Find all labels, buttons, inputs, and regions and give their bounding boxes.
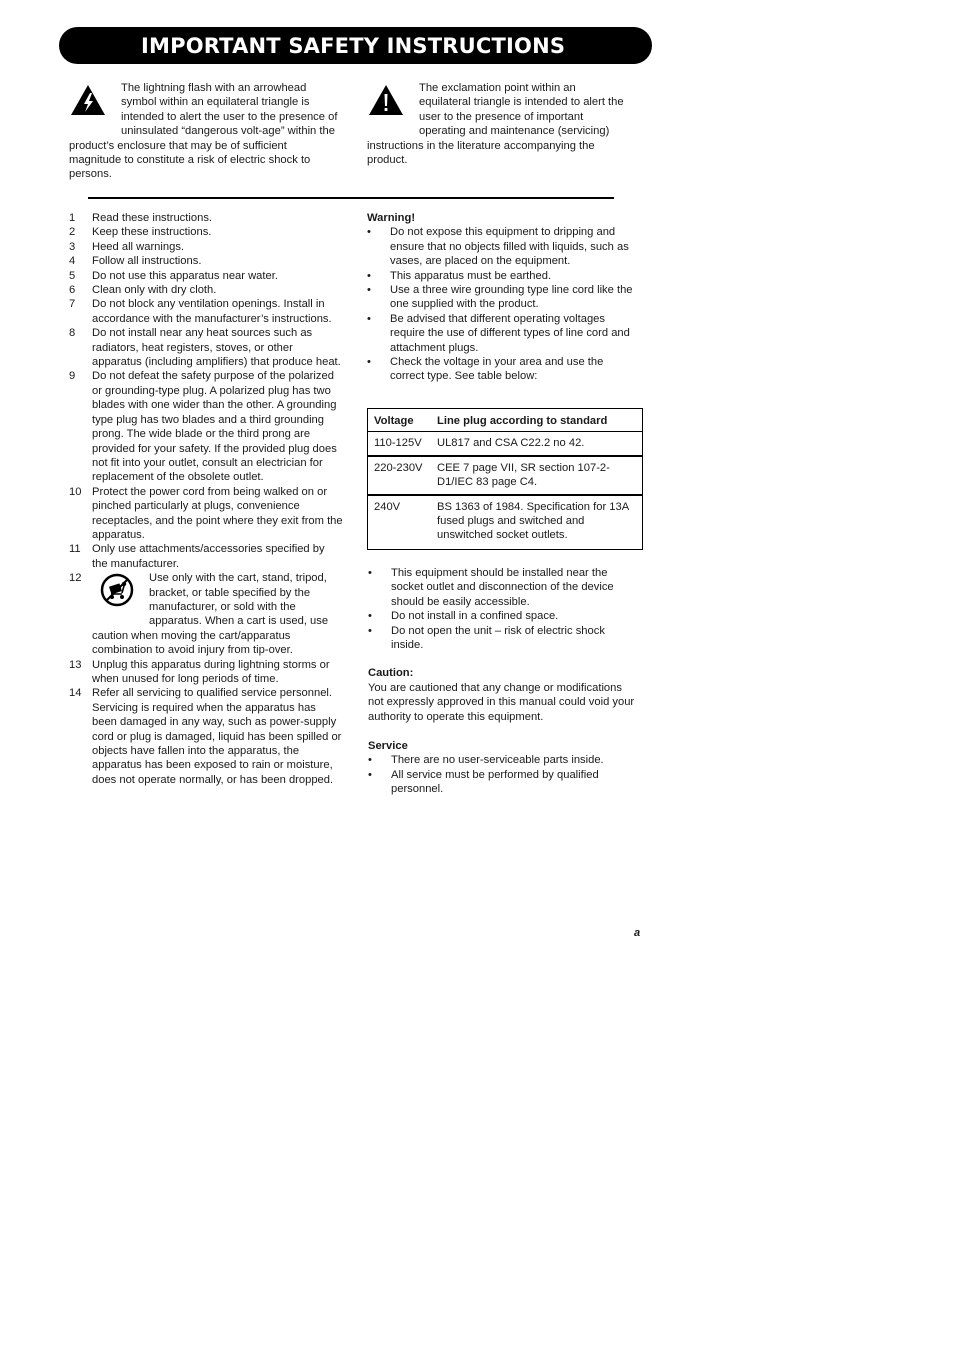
list-item xyxy=(368,768,640,797)
instructions-list xyxy=(69,211,343,787)
list-item xyxy=(69,269,343,283)
service-heading: Service xyxy=(368,740,408,753)
exclamation-warning-triangle-icon xyxy=(367,83,419,127)
cart-item-wrap xyxy=(92,571,343,657)
list-item xyxy=(69,658,343,687)
list-item xyxy=(69,225,343,239)
item-text: Use a three wire grounding type line cord like the one supplied with the product. xyxy=(390,284,633,311)
list-item xyxy=(69,211,343,225)
list-item xyxy=(367,355,639,384)
bullet: • xyxy=(368,624,372,637)
list-item xyxy=(368,753,640,767)
list-item xyxy=(69,542,343,571)
item-text: There are no user-serviceable parts inside. xyxy=(391,754,604,767)
item-text: Refer all servicing to qualified service personnel. Servicing is required when the apparatus has been damaged in any way, such as power-supply cord or plug is damaged, liquid has been spilled or objects have fallen into the apparatus, the apparatus has been exposed to rain or moisture, does not operate normally, or has been dropped. xyxy=(92,687,342,786)
list-item xyxy=(69,485,343,543)
section-divider xyxy=(88,197,614,199)
list-item xyxy=(69,240,343,254)
table-cell: 110-125V xyxy=(368,432,432,455)
table-header-voltage: Voltage xyxy=(368,409,432,432)
warning-section xyxy=(367,211,639,384)
bullet: • xyxy=(368,610,372,623)
list-item xyxy=(69,297,343,326)
item-text: Use only with the cart, stand, tripod, bracket, or table specified by the manufacturer, or sold with the apparatus. When a cart is used, use caution when moving the cart/apparatus combination to avoid injury from tip-over. xyxy=(92,572,329,657)
table-cell: UL817 and CSA C22.2 no 42. xyxy=(431,432,643,455)
list-item xyxy=(368,566,640,609)
bullet: • xyxy=(367,269,371,282)
spacer xyxy=(368,724,640,739)
install-notes-list xyxy=(368,566,640,652)
bullet: • xyxy=(368,567,372,579)
item-text: Keep these instructions. xyxy=(92,226,212,239)
bullet: • xyxy=(368,754,372,767)
item-text: All service must be performed by qualified personnel. xyxy=(391,768,599,796)
list-item xyxy=(367,225,639,268)
item-number: 9 xyxy=(69,370,76,383)
instructions-column xyxy=(69,211,343,787)
item-number: 8 xyxy=(69,327,76,340)
page-number: a xyxy=(634,927,641,939)
list-item xyxy=(69,254,343,268)
title-banner xyxy=(59,27,652,64)
item-text: Do not expose this equipment to dripping and ensure that no objects filled with liquids, such as vases, are placed on the equipment. xyxy=(390,226,629,268)
item-text: Read these instructions. xyxy=(92,212,213,224)
bullet: • xyxy=(367,284,371,297)
list-item xyxy=(367,269,639,283)
list-item xyxy=(69,283,343,297)
lightning-symbol-explanation xyxy=(69,81,342,182)
bullet: • xyxy=(368,768,372,781)
item-text: Only use attachments/accessories specified by the manufacturer. xyxy=(92,543,325,570)
item-number: 2 xyxy=(69,226,76,239)
list-item xyxy=(367,283,639,312)
item-number: 13 xyxy=(69,658,82,671)
caution-text: You are cautioned that any change or modifications not expressly approved in this manual could void your authority to operate this equipment. xyxy=(368,681,635,723)
table-header-standard: Line plug according to standard xyxy=(431,409,643,432)
item-text: Heed all warnings. xyxy=(92,240,185,253)
table-row xyxy=(368,456,643,494)
service-list xyxy=(368,753,640,796)
list-item xyxy=(368,624,640,653)
line-plug-table xyxy=(367,408,643,550)
item-text: This apparatus must be earthed. xyxy=(390,269,552,282)
item-text: Unplug this apparatus during lightning storms or when unused for long periods of time. xyxy=(92,658,330,685)
table-row xyxy=(368,432,643,455)
item-number: 11 xyxy=(69,543,81,556)
bullet: • xyxy=(367,226,371,239)
table-cell: BS 1363 of 1984. Specification for 13A fused plugs and switched and unswitched socket outlets. xyxy=(437,500,629,542)
list-item xyxy=(367,312,639,355)
bullet: • xyxy=(367,356,371,369)
notes-section xyxy=(368,566,640,797)
item-number: 4 xyxy=(69,255,76,268)
item-number: 12 xyxy=(69,572,82,585)
list-item xyxy=(69,686,343,787)
item-number: 6 xyxy=(69,284,76,297)
item-text: Check the voltage in your area and use the correct type. See table below: xyxy=(390,356,604,383)
item-text: Clean only with dry cloth. xyxy=(92,284,217,297)
item-text: Do not defeat the safety purpose of the polarized or grounding-type plug. A polarized plug has two blades with one wider than the other. A grounding type plug has two blades and a third grounding prong. The wide blade or the third prong are provided for your safety. If the provided plug does not fit into your outlet, consult an electrician for replacement of the obsolete outlet. xyxy=(92,370,337,484)
item-text: Do not install near any heat sources such as radiators, heat registers, stoves, or other apparatus (including amplifiers) that produce heat. xyxy=(92,327,341,369)
table-header-row xyxy=(368,409,643,432)
item-number: 14 xyxy=(69,687,82,700)
spacer xyxy=(368,652,640,666)
item-text: Protect the power cord from being walked on or pinched particularly at plugs, convenience receptacles, and the point where they exit from the apparatus. xyxy=(92,485,343,541)
lightning-warning-triangle-icon xyxy=(69,83,121,127)
caution-heading: Caution: xyxy=(368,667,414,680)
lightning-symbol-text: The lightning flash with an arrowhead symbol within an equilateral triangle is intended to alert the user to the presence of uninsulated “dangerous volt-age” within the product’s enclosure that may be of sufficient magnitude to constitute a risk of electric shock to persons. xyxy=(69,82,338,181)
item-number: 1 xyxy=(69,212,76,224)
item-number: 3 xyxy=(69,240,76,253)
item-text: Be advised that different operating voltages require the use of different types of line cord and attachment plugs. xyxy=(390,312,630,354)
bullet: • xyxy=(367,312,371,325)
item-number: 10 xyxy=(69,485,82,498)
item-text: Do not block any ventilation openings. Install in accordance with the manufacturer’s instructions. xyxy=(92,298,332,325)
list-item xyxy=(69,571,343,657)
warning-list xyxy=(367,225,639,383)
exclamation-symbol-text: The exclamation point within an equilateral triangle is intended to alert the user to the presence of important operating and maintenance (servicing) instructions in the literature accompanying the product. xyxy=(367,82,624,167)
item-text: This equipment should be installed near the socket outlet and disconnection of the device should be easily accessible. xyxy=(391,567,614,608)
list-item xyxy=(69,369,343,484)
table-cell: 240V xyxy=(374,500,401,513)
item-number: 5 xyxy=(69,269,76,282)
item-number: 7 xyxy=(69,298,76,311)
page-title: IMPORTANT SAFETY INSTRUCTIONS xyxy=(141,34,566,58)
table-cell: CEE 7 page VII, SR section 107-2-D1/IEC 83 page C4. xyxy=(431,456,643,494)
list-item xyxy=(368,609,640,623)
item-text: Do not use this apparatus near water. xyxy=(92,269,278,282)
item-text: Do not install in a confined space. xyxy=(391,610,559,623)
list-item xyxy=(69,326,343,369)
table-row xyxy=(368,495,643,549)
item-text: Do not open the unit – risk of electric shock inside. xyxy=(391,624,605,652)
table-cell: 220-230V xyxy=(368,456,432,494)
item-text: Follow all instructions. xyxy=(92,255,202,268)
exclamation-symbol-explanation xyxy=(367,81,629,167)
warning-heading: Warning! xyxy=(367,212,416,224)
